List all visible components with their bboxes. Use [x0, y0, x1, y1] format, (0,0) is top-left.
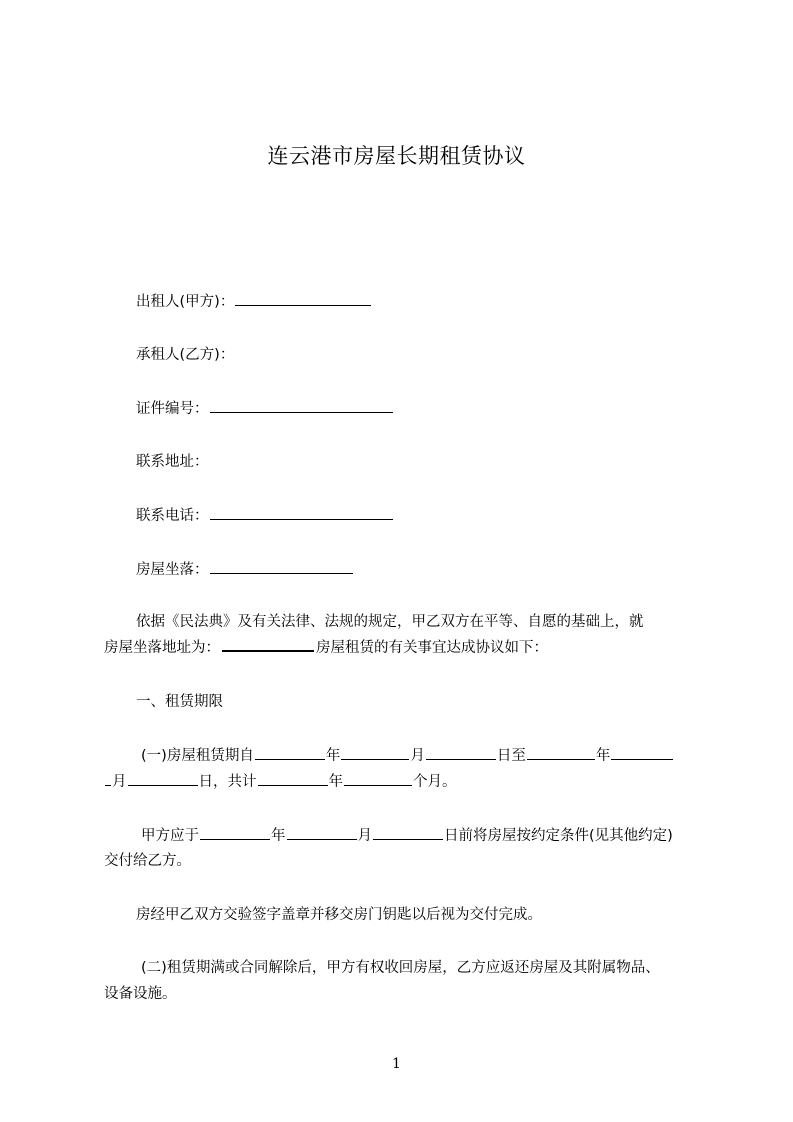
delivery-day-blank[interactable]	[373, 825, 443, 840]
delivery-line-1	[104, 825, 741, 846]
phone-label: 联系电话：	[136, 508, 209, 524]
phone-line	[104, 505, 736, 526]
month-label: 月	[357, 828, 372, 844]
intro-line-1: 依据《民法典》及有关法律、法规的规定，甲乙双方在平等、自愿的基础上，就	[136, 614, 644, 630]
term-start-label: (一)房屋租赁期自	[141, 748, 254, 764]
id-line	[104, 398, 736, 419]
intro-suffix: 房屋租赁的有关事宜达成协议如下：	[316, 640, 548, 656]
term-line-1	[104, 745, 741, 766]
lessor-line	[104, 291, 736, 312]
term-start-year-blank[interactable]	[255, 745, 325, 760]
delivery-month-blank[interactable]	[287, 825, 357, 840]
delivery-label: 甲方应于	[141, 828, 199, 844]
intro-prefix: 房屋坐落地址为：	[104, 640, 220, 656]
delivery-year-blank[interactable]	[200, 825, 270, 840]
total-label: 日，共计	[198, 774, 257, 790]
page-number: 1	[392, 1056, 401, 1072]
day-to-label: 日至	[496, 748, 526, 764]
lessor-blank[interactable]	[235, 291, 371, 306]
intro-line-2	[104, 638, 704, 658]
total-years-blank[interactable]	[258, 771, 328, 786]
total-months-blank[interactable]	[344, 771, 412, 786]
lessor-label: 出租人(甲方)：	[136, 294, 235, 310]
delivery-condition-label: 日前将房屋按约定条件(见其他约定)	[444, 828, 673, 844]
location-label: 房屋坐落：	[136, 562, 209, 578]
month-label: 月	[112, 774, 127, 790]
term-end-year-blank[interactable]	[527, 745, 595, 760]
term-end-month-blank-a[interactable]	[611, 745, 673, 760]
term-start-month-blank[interactable]	[341, 745, 409, 760]
year-label: 年	[595, 748, 611, 764]
month-label: 月	[410, 748, 425, 764]
year-label: 年	[325, 748, 341, 764]
lessee-label: 承租人(乙方)：	[136, 347, 235, 363]
term-start-day-blank[interactable]	[426, 745, 496, 760]
expiry-line-1: (二)租赁期满或合同解除后，甲方有权收回房屋，乙方应返还房屋及其附属物品、	[141, 960, 660, 976]
year-label: 年	[328, 774, 343, 790]
term-end-day-blank[interactable]	[128, 771, 198, 786]
location-blank[interactable]	[210, 559, 353, 574]
address-label: 联系地址：	[136, 454, 209, 470]
term-end-month-blank-b[interactable]	[105, 771, 111, 786]
year-label: 年	[271, 828, 286, 844]
address-line	[104, 452, 736, 472]
location-line	[104, 559, 736, 580]
id-label: 证件编号：	[136, 401, 209, 417]
document-title: 连云港市房屋长期租赁协议	[267, 144, 526, 168]
id-blank[interactable]	[210, 398, 393, 413]
lessee-line	[104, 345, 736, 365]
months-label: 个月。	[413, 774, 457, 790]
intro-address-blank[interactable]	[222, 638, 314, 652]
delivery-line-2: 交付给乙方。	[104, 853, 191, 869]
expiry-line-2: 设备设施。	[104, 986, 177, 1002]
phone-blank[interactable]	[210, 505, 393, 520]
handover-line: 房经甲乙双方交验签字盖章并移交房门钥匙以后视为交付完成。	[136, 907, 542, 923]
section-1-heading: 一、租赁期限	[136, 694, 223, 710]
term-line-2	[104, 771, 704, 792]
